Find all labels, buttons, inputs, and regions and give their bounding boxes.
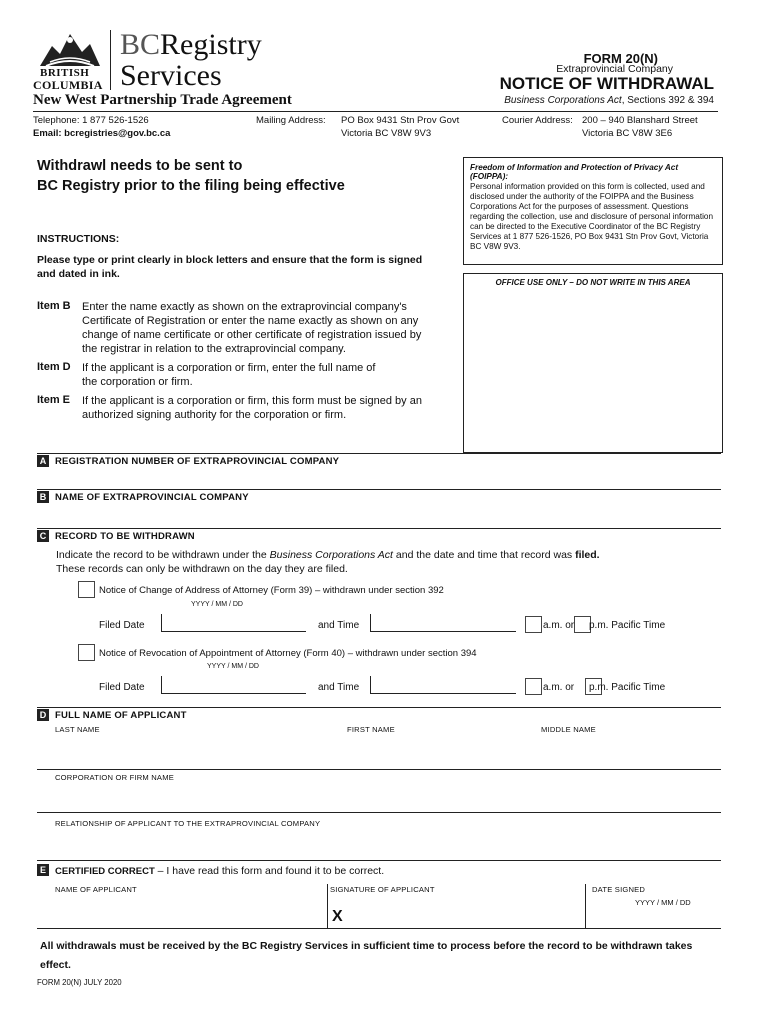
province-name-line1: BRITISH xyxy=(40,67,90,79)
mailing-address-line2: Victoria BC V8W 9V3 xyxy=(341,128,432,139)
form40-time-label: and Time xyxy=(318,682,360,693)
last-name-label: LAST NAME xyxy=(55,725,100,734)
form-number: FORM 20(N) xyxy=(583,51,658,66)
section-d-title: FULL NAME OF APPLICANT xyxy=(55,710,187,721)
form40-checkbox[interactable] xyxy=(78,644,95,661)
applicant-name-input[interactable] xyxy=(37,896,325,928)
applicant-name-label: NAME OF APPLICANT xyxy=(55,885,137,894)
mailing-address-line1: PO Box 9431 Stn Prov Govt xyxy=(341,115,460,126)
certified-correct-statement xyxy=(55,865,384,877)
form40-date-format: YYYY / MM / DD xyxy=(207,663,259,670)
registration-number-field[interactable] xyxy=(37,470,721,488)
middle-name-label: MIDDLE NAME xyxy=(541,725,596,734)
section-a-rule xyxy=(37,453,721,454)
form-act-reference xyxy=(504,95,714,106)
foippa-title: Freedom of Information and Protection of Privacy Act (FOIPPA): xyxy=(470,163,679,181)
item-d-key: Item D xyxy=(37,361,71,373)
foippa-text: Personal information provided on this form is collected, used and disclosed under the authority of the FOIPPA and the Business Corporations Act for the purposes of assessment. Questions regarding the collection, use and disclosure of personal information can be directed to the Executive Coordinator of the BC Registry Services at 1 877 526-1526, PO Box 9431 Stn Prov Govt, Victoria BC V8W 9V3. xyxy=(470,182,714,251)
act-name: Business Corporations Act xyxy=(504,95,622,106)
section-e-bottom-rule xyxy=(37,928,721,929)
wordmark-services: Services xyxy=(120,59,222,92)
province-name-line2: COLUMBIA xyxy=(33,78,103,92)
withdrawal-warning: All withdrawals must be received by the BC Registry Services in sufficient time to process before the record to be withdrawn takes effect. xyxy=(40,940,693,971)
form40-filed-date-label: Filed Date xyxy=(99,682,145,693)
form40-time-input[interactable] xyxy=(370,676,516,694)
form-title: NOTICE OF WITHDRAWAL xyxy=(499,74,714,93)
section-d-rule xyxy=(37,707,721,708)
form39-time-label: and Time xyxy=(318,620,360,631)
certified-correct-title: CERTIFIED CORRECT xyxy=(55,866,155,877)
mailing-address-label: Mailing Address: xyxy=(256,115,326,126)
form40-filed-date-input[interactable] xyxy=(161,676,306,694)
trade-agreement-title: New West Partnership Trade Agreement xyxy=(33,92,292,108)
section-d-letter: D xyxy=(37,709,49,721)
section-a-title: REGISTRATION NUMBER OF EXTRAPROVINCIAL COMPANY xyxy=(55,456,340,467)
intro-act: Business Corporations Act xyxy=(269,549,393,561)
instructions-intro: Please type or print clearly in block letters and ensure that the form is signed and dated in ink. xyxy=(37,254,423,280)
form39-time-input[interactable] xyxy=(370,614,516,632)
date-signed-format: YYYY / MM / DD xyxy=(635,898,691,907)
section-c-intro-line2: These records can only be withdrawn on the day they are filed. xyxy=(56,563,348,575)
item-e-text: If the applicant is a corporation or firm, this form must be signed by an authorized signing authority for the corporation or firm. xyxy=(82,395,422,421)
form39-checkbox[interactable] xyxy=(78,581,95,598)
section-b-rule xyxy=(37,489,721,490)
certified-correct-text: – I have read this form and found it to be correct. xyxy=(154,865,385,877)
form39-am-checkbox[interactable] xyxy=(525,616,542,633)
form39-label: Notice of Change of Address of Attorney (Form 39) – withdrawn under section 392 xyxy=(99,585,444,596)
notice-line2: BC Registry prior to the filing being effective xyxy=(37,178,345,194)
bc-registry-wordmark xyxy=(120,30,262,60)
date-signed-label: DATE SIGNED xyxy=(592,885,646,894)
signature-divider-right xyxy=(585,884,586,928)
item-b-key: Item B xyxy=(37,300,71,312)
act-sections: , Sections 392 & 394 xyxy=(621,95,714,106)
section-c-title: RECORD TO BE WITHDRAWN xyxy=(55,531,195,542)
item-b-text: Enter the name exactly as shown on the extraprovincial company's Certificate of Registration or enter the name exactly as shown on any change of name certificate or other certificate of registration issued by the registrar in relation to the extraprovincial company. xyxy=(82,301,422,355)
applicant-name-fields[interactable] xyxy=(37,736,721,768)
item-d-text: If the applicant is a corporation or firm, enter the full name of the corporation or firm. xyxy=(82,362,376,388)
wordmark-bc: BC xyxy=(120,28,161,61)
section-b-letter: B xyxy=(37,491,49,503)
courier-address-line1: 200 – 940 Blanshard Street xyxy=(582,115,698,126)
relationship-label: RELATIONSHIP OF APPLICANT TO THE EXTRAPROVINCIAL COMPANY xyxy=(55,819,321,828)
courier-address-line2: Victoria BC V8W 3E6 xyxy=(582,128,673,139)
signature-x-mark: X xyxy=(332,908,343,925)
office-use-label: OFFICE USE ONLY – DO NOT WRITE IN THIS AREA xyxy=(495,278,691,287)
form40-pm-label: p.m. Pacific Time xyxy=(589,682,666,693)
signature-input[interactable] xyxy=(350,896,582,928)
telephone: Telephone: 1 877 526-1526 xyxy=(33,115,149,126)
header-rule xyxy=(33,111,718,112)
form39-filed-date-label: Filed Date xyxy=(99,620,145,631)
intro-filed: filed. xyxy=(575,549,600,561)
corp-name-field[interactable] xyxy=(37,784,721,810)
intro-part2: and the date and time that record was xyxy=(392,549,576,561)
instructions-heading: INSTRUCTIONS: xyxy=(37,233,120,245)
form-subtitle: Extraprovincial Company xyxy=(556,63,673,75)
intro-part1: Indicate the record to be withdrawn under the xyxy=(56,549,270,561)
section-c-rule xyxy=(37,528,721,529)
logo-divider xyxy=(110,30,111,90)
form40-label: Notice of Revocation of Appointment of Attorney (Form 40) – withdrawn under section 394 xyxy=(99,648,477,659)
section-e-letter: E xyxy=(37,864,49,876)
notice-line1: Withdrawl needs to be sent to xyxy=(37,158,243,174)
form39-pm-label: p.m. Pacific Time xyxy=(589,620,666,631)
courier-address-label: Courier Address: xyxy=(502,115,573,126)
section-b-title: NAME OF EXTRAPROVINCIAL COMPANY xyxy=(55,492,249,503)
form39-filed-date-input[interactable] xyxy=(161,614,306,632)
item-e-key: Item E xyxy=(37,394,71,406)
section-c-letter: C xyxy=(37,530,49,542)
wordmark-registry: Registry xyxy=(160,28,262,61)
office-use-area xyxy=(463,273,723,453)
form40-am-label: a.m. or xyxy=(543,682,575,693)
signature-divider-left xyxy=(327,884,328,928)
foippa-box xyxy=(463,157,723,265)
date-signed-input[interactable] xyxy=(590,908,720,928)
company-name-field[interactable] xyxy=(37,506,721,526)
mountain-sun-logo-icon xyxy=(36,26,104,70)
email: Email: bcregistries@gov.bc.ca xyxy=(33,128,171,139)
corp-name-label: CORPORATION OR FIRM NAME xyxy=(55,773,174,782)
section-e-rule xyxy=(37,860,721,861)
relationship-rule xyxy=(37,812,721,813)
relationship-field[interactable] xyxy=(37,830,721,856)
section-a-letter: A xyxy=(37,455,49,467)
section-c-intro xyxy=(56,549,600,561)
corp-name-rule xyxy=(37,769,721,770)
form-code: FORM 20(N) JULY 2020 xyxy=(37,978,122,987)
form40-am-checkbox[interactable] xyxy=(525,678,542,695)
form39-date-format: YYYY / MM / DD xyxy=(191,601,243,608)
first-name-label: FIRST NAME xyxy=(347,725,395,734)
signature-label: SIGNATURE OF APPLICANT xyxy=(330,885,435,894)
form39-am-label: a.m. or xyxy=(543,620,575,631)
